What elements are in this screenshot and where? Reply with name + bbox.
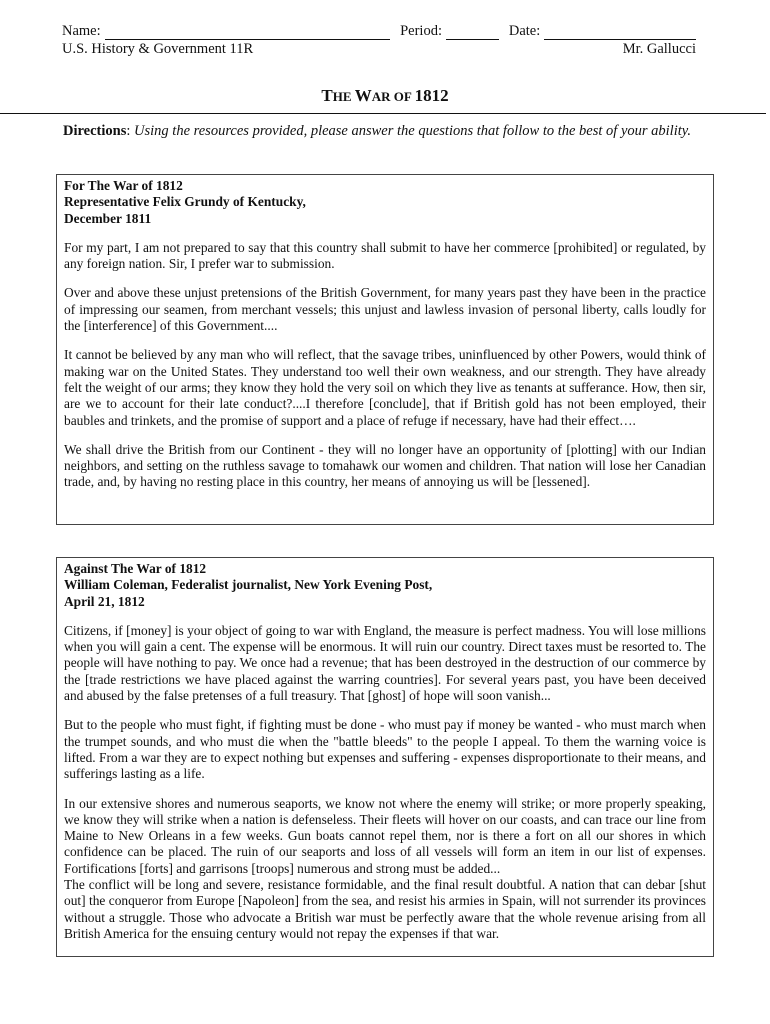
course-name: U.S. History & Government 11R <box>62 41 254 57</box>
teacher-name: Mr. Gallucci <box>622 41 696 57</box>
period-label: Period: <box>400 23 442 39</box>
directions-label: Directions <box>63 123 127 139</box>
header-course-row <box>62 40 696 58</box>
title-initial-w: W <box>354 86 372 105</box>
name-label: Name: <box>62 23 101 39</box>
title-divider <box>0 113 766 114</box>
page-title <box>0 86 770 106</box>
title-year: 1812 <box>414 86 449 105</box>
against-war-paragraph: But to the people who must fight, if fighting must be done - who must pay if money be wanted - who must march when the trumpet sounds, and who must die when the "battle bleeds" to the people I appeal. To them the warning voice is lifted. From a war they are to expect nothing but expenses and suffering - expenses disproportionate to their means, and sufferings lasting as a life. <box>64 717 706 782</box>
title-smallcaps-he: HE <box>332 89 355 104</box>
for-war-document-box <box>56 174 714 525</box>
for-war-heading-author: Representative Felix Grundy of Kentucky, <box>64 194 306 210</box>
header-fields-row <box>62 22 696 40</box>
directions-text: Using the resources provided, please answer the questions that follow to the best of your ability. <box>134 123 692 139</box>
for-war-heading-title: For The War of 1812 <box>64 178 183 193</box>
against-war-heading-date: April 21, 1812 <box>64 593 145 609</box>
title-initial-t: T <box>321 86 333 105</box>
directions: Directions: Using the resources provided, please answer the questions that follow to the best of your ability. <box>63 123 692 139</box>
title-smallcaps-ar-of: AR OF <box>371 89 415 104</box>
period-blank[interactable] <box>446 25 499 40</box>
against-war-paragraph: The conflict will be long and severe, resistance formidable, and the final result doubtful. A nation that can debar [shut out] the conqueror from Europe [Napoleon] from the sea, and resist his armies in Spain, will not surrender its provinces without a struggle. Those who advocate a British war must be perfectly aware that the whole revenue arising from all British America for the ensuing century would not repay the expenses if that war. <box>64 877 706 941</box>
against-war-heading-author: William Coleman, Federalist journalist, New York Evening Post, <box>64 577 433 593</box>
for-war-paragraph: For my part, I am not prepared to say that this country shall submit to have her commerce [prohibited] or regulated, by any foreign nation. Sir, I prefer war to submission. <box>64 239 706 272</box>
against-war-document-box <box>56 557 714 957</box>
date-label: Date: <box>508 23 541 39</box>
against-war-paragraph: In our extensive shores and numerous seaports, we know not where the enemy will strike; or more properly speaking, we know they will strike when a nation is defenseless. Their fleets will hover on our coasts, and can trace our line from Maine to New Orleans in a few weeks. Gun boats cannot repel them, nor is there a fort on all our shores in which confidence can be placed. The ruin of our seaports and loss of all vessels will form an item in our list of expenses. Fortifications [forts] and garrisons [troops] numerous and strong must be added... <box>64 795 706 876</box>
date-blank[interactable] <box>544 25 696 40</box>
worksheet-header <box>62 22 696 58</box>
for-war-paragraph: We shall drive the British from our Continent - they will no longer have an opportunity of [plotting] with our Indian neighbors, and setting on the ruthless savage to tomahawk our women and children. That nation will lose her Canadian trade, and, by having no resting place in this country, her means of annoying us will be [lessened]. <box>64 441 706 490</box>
against-war-heading-title: Against The War of 1812 <box>64 561 207 576</box>
for-war-heading-date: December 1811 <box>64 210 152 226</box>
against-war-paragraph: Citizens, if [money] is your object of going to war with England, the measure is perfect madness. You will lose millions when you will gain a cent. The expense will be enormous. It will ruin our country. Direct taxes must be resorted to. The people will have nothing to pay. We once had a revenue; that has been destroyed in the destruction of our commerce by the [trade restrictions we have placed against the warring countries]. For several years past, you have been deceived and abused by the false pretenses of a full treasury. That [ghost] of hope will soon vanish... <box>64 622 706 704</box>
for-war-paragraph: Over and above these unjust pretensions of the British Government, for many years past they have been in the practice of impressing our seamen, from merchant vessels; this unjust and lawless invasion of personal liberty, calls loudly for the [interference] of this Government.... <box>64 285 706 334</box>
name-blank[interactable] <box>105 25 390 40</box>
for-war-paragraph: It cannot be believed by any man who will reflect, that the savage tribes, uninfluenced by other Powers, would think of making war on the United States. They understand too well their own weakness, and our strength. They have already felt the weight of our arms; they know they hold the very soil on which they live as tenants at sufferance. How, then sir, are we to account for their late conduct?....I therefore [conclude], that if British gold has not been employed, their baubles and trinkets, and the promise of support and a place of refuge if necessary, have had their effect…. <box>64 347 706 428</box>
